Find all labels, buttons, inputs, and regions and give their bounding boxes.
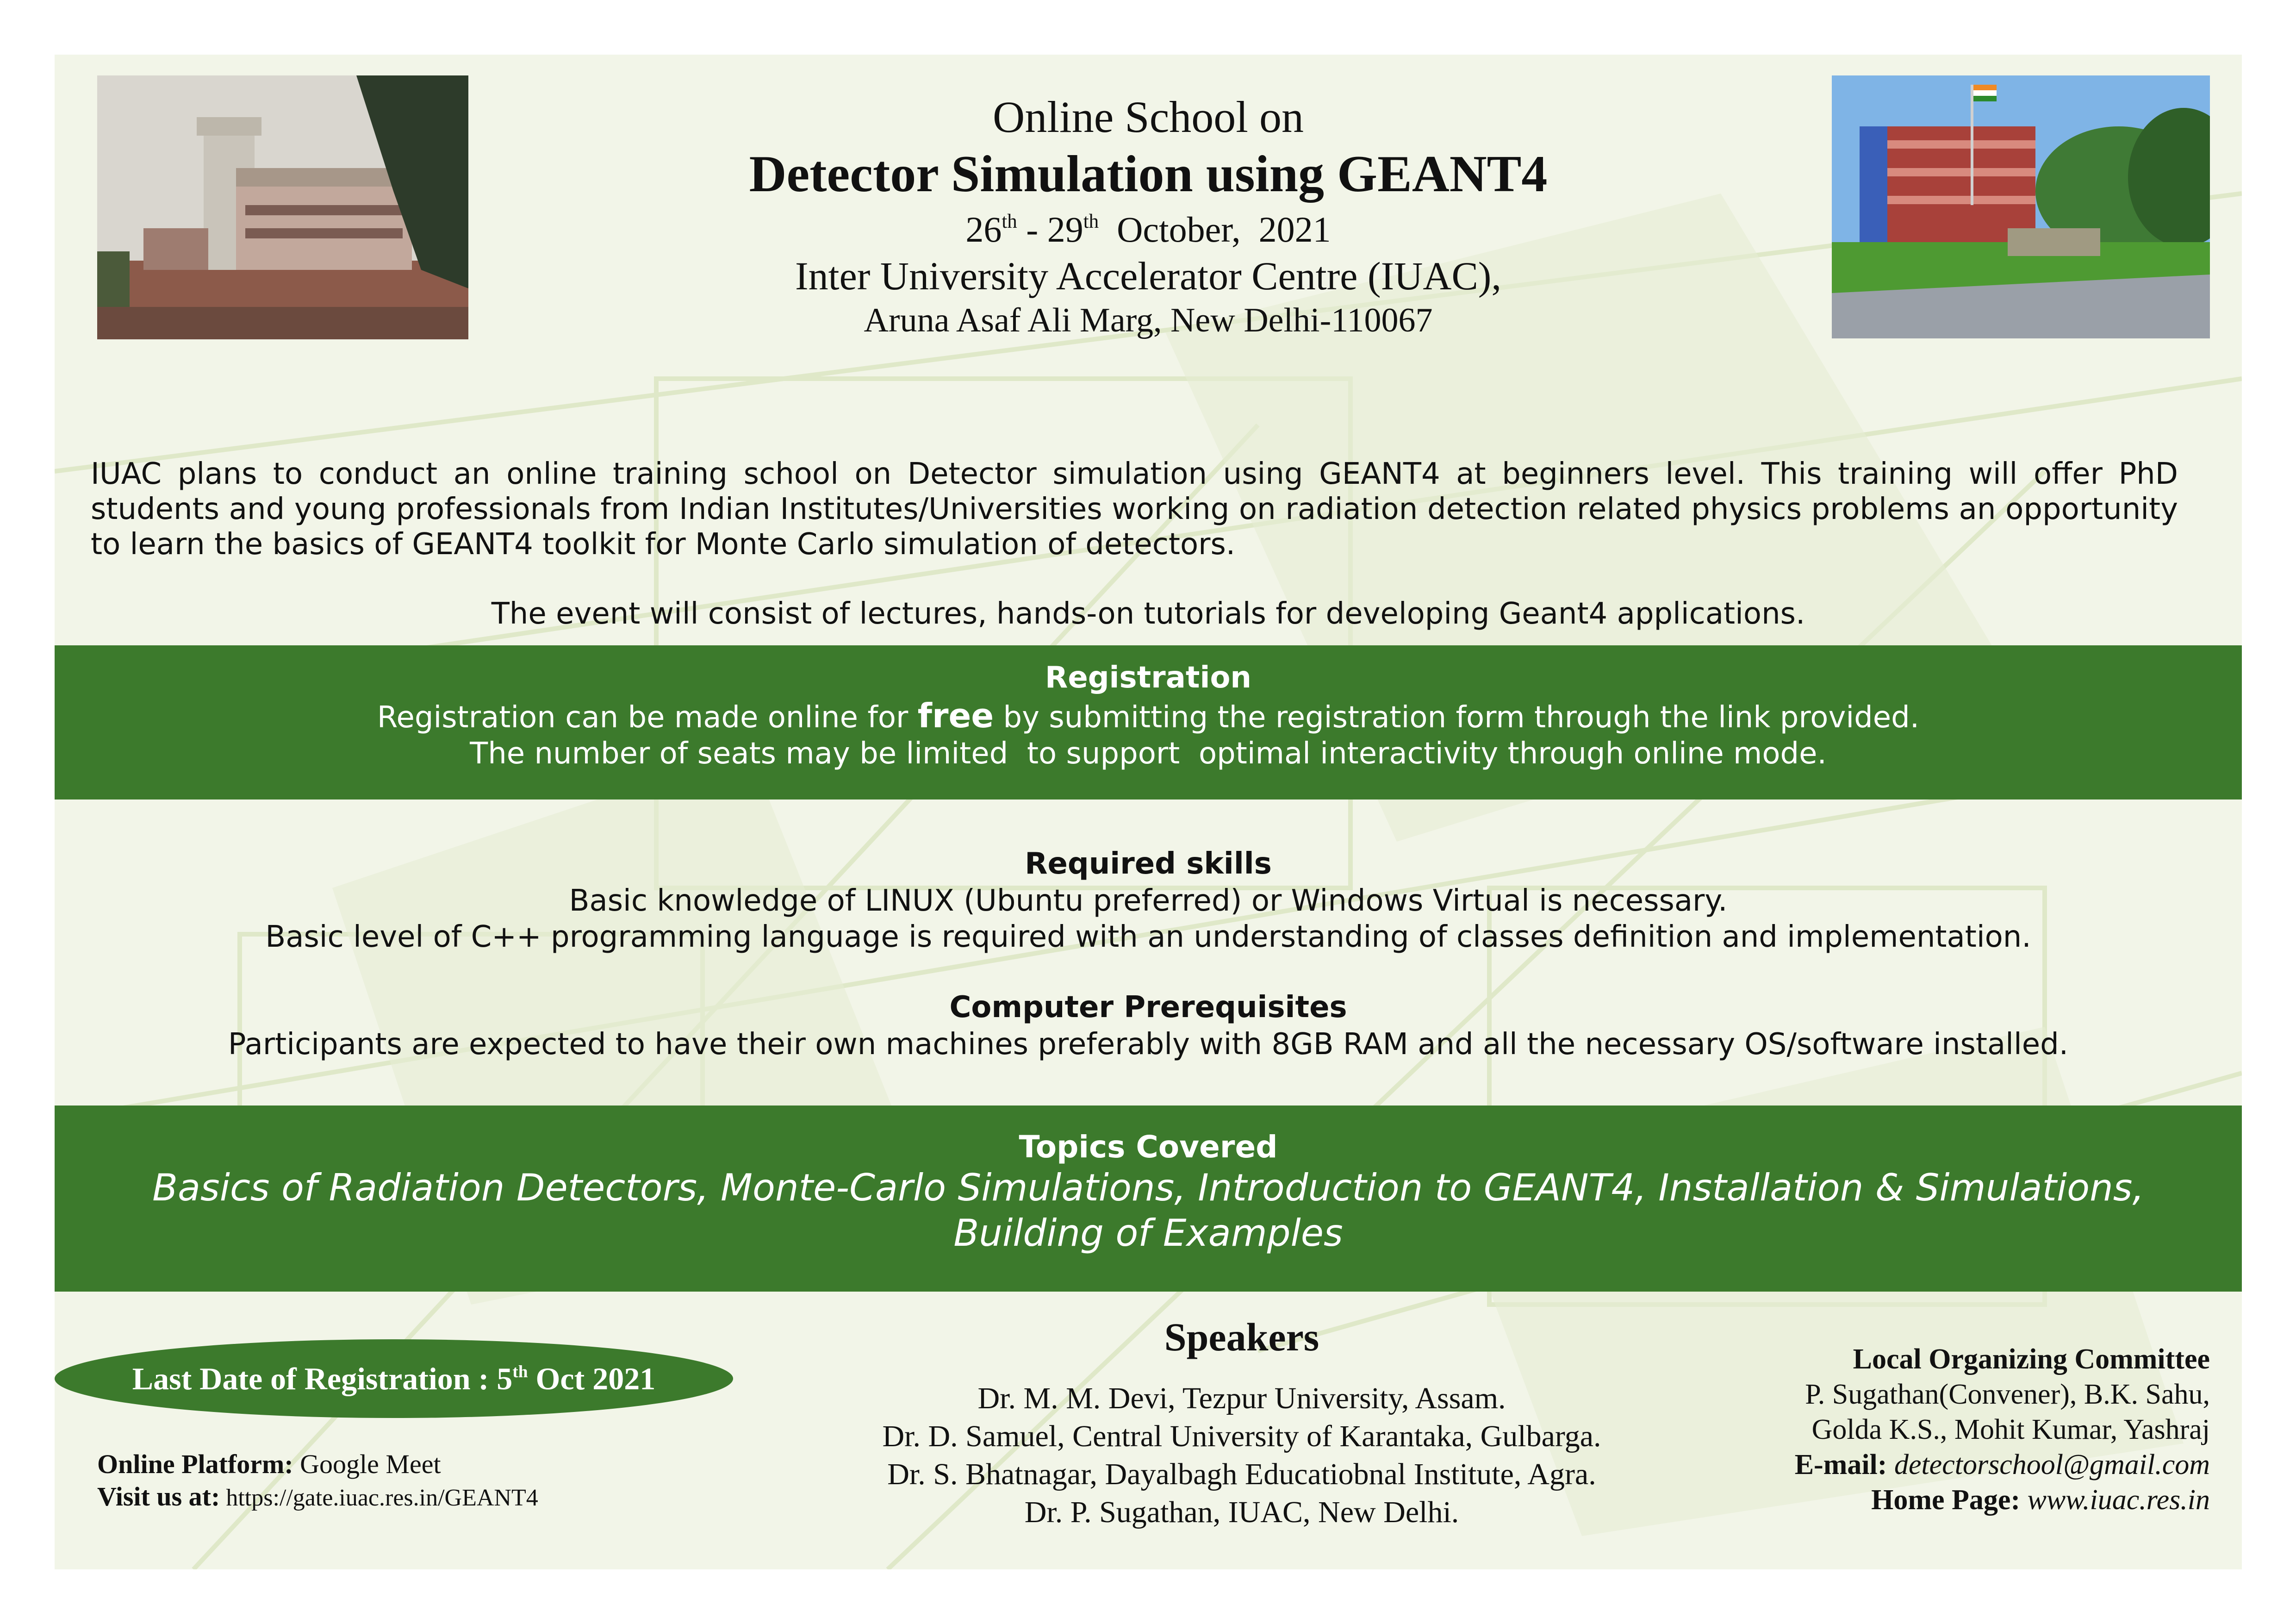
registration-line1: [55, 697, 2242, 736]
speakers-title: Speakers: [1164, 1315, 1319, 1359]
home-label: Home Page:: [1871, 1484, 2021, 1516]
prereq-title: Computer Prerequisites: [949, 990, 1347, 1024]
venue: Inter University Accelerator Centre (IUAC),: [795, 254, 1501, 298]
registration-pre: Registration can be made online for: [377, 700, 918, 735]
prereq-line1: Participants are expected to have their own machines preferably with 8GB RAM and all the necessary OS/software installed.: [228, 1027, 2069, 1062]
speaker-item: Dr. M. M. Devi, Tezpur University, Assam.: [977, 1381, 1506, 1415]
platform-value: Google Meet: [293, 1449, 441, 1479]
deadline-sup: th: [512, 1362, 528, 1381]
visit-label: Visit us at:: [97, 1481, 220, 1512]
event-dates: [55, 207, 2242, 252]
email-link[interactable]: detectorschool@gmail.com: [1887, 1449, 2210, 1480]
online-platform: [97, 1448, 441, 1480]
page-title: Detector Simulation using GEANT4: [749, 145, 1548, 203]
committee-homepage: [1651, 1482, 2210, 1518]
committee-email: [1651, 1447, 2210, 1482]
free-highlight: free: [917, 696, 994, 735]
address: Aruna Asaf Ali Marg, New Delhi-110067: [864, 301, 1433, 339]
topics-line2: Building of Examples: [953, 1212, 1343, 1255]
committee-line1: P. Sugathan(Convener), B.K. Sahu,: [1805, 1379, 2210, 1410]
header-line1: Online School on: [993, 92, 1304, 142]
date-month-year: October, 2021: [1099, 209, 1331, 250]
speaker-item: Dr. S. Bhatnagar, Dayalbagh Educatiobnal Institute, Agra.: [887, 1457, 1596, 1491]
skills-line1: Basic knowledge of LINUX (Ubuntu preferred) or Windows Virtual is necessary.: [569, 884, 1728, 918]
poster: [55, 55, 2242, 1569]
date-start-day: 26: [965, 209, 1002, 250]
registration-line2: The number of seats may be limited to support optimal interactivity through online mode.: [470, 737, 1827, 771]
intro-paragraph: IUAC plans to conduct an online training school on Detector simulation using GEANT4 at beginners level. This training will offer PhD students and young professionals from Indian Institutes/Universities working on radiation detection related physics problems an opportunity to learn the basics of GEANT4 toolkit for Monte Carlo simulation of detectors.: [91, 457, 2178, 562]
deadline-rest: Oct 2021: [528, 1361, 656, 1396]
committee-title: Local Organizing Committee: [1853, 1343, 2210, 1375]
speaker-item: Dr. P. Sugathan, IUAC, New Delhi.: [1024, 1495, 1459, 1529]
homepage-link[interactable]: www.iuac.res.in: [2020, 1484, 2210, 1516]
registration-title: Registration: [1045, 661, 1251, 695]
date-end-day: 29: [1047, 209, 1083, 250]
date-start-sup: th: [1002, 210, 1017, 232]
event-description: The event will consist of lectures, hands-on tutorials for developing Geant4 applications.: [491, 597, 1805, 631]
skills-line2: Basic level of C++ programming language is required with an understanding of classes definition and implementation.: [265, 920, 2031, 954]
topics-title: Topics Covered: [1019, 1129, 1278, 1165]
visit-link[interactable]: https://gate.iuac.res.in/GEANT4: [220, 1485, 538, 1511]
topics-band: [55, 1106, 2242, 1292]
skills-title: Required skills: [1025, 847, 1272, 881]
deadline-label: Last Date of Registration : 5: [132, 1361, 513, 1396]
registration-post: by submitting the registration form through the link provided.: [994, 700, 1920, 735]
date-end-sup: th: [1083, 210, 1099, 232]
platform-label: Online Platform:: [97, 1449, 293, 1479]
registration-band: [55, 645, 2242, 800]
committee-line2: Golda K.S., Mohit Kumar, Yashraj: [1811, 1414, 2210, 1445]
visit-us: [97, 1480, 538, 1514]
topics-line1: Basics of Radiation Detectors, Monte-Carlo Simulations, Introduction to GEANT4, Installation & Simulations,: [152, 1166, 2144, 1209]
date-separator: -: [1017, 209, 1047, 250]
speaker-item: Dr. D. Samuel, Central University of Karantaka, Gulbarga.: [882, 1419, 1601, 1453]
registration-deadline-badge: [55, 1339, 733, 1418]
email-label: E-mail:: [1794, 1449, 1887, 1480]
